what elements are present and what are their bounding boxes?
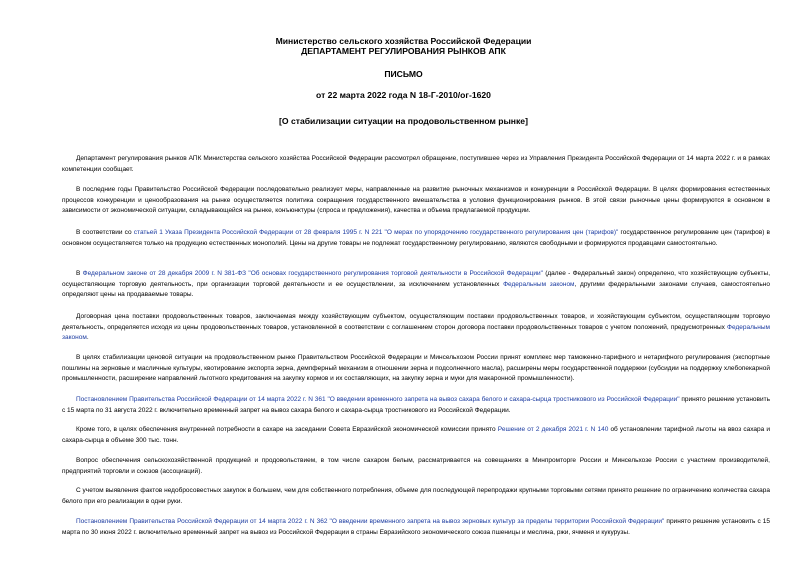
paragraph-4-text-a: В (76, 270, 83, 277)
resolution-362-link[interactable]: Постановлением Правительства Российской Федерации от 14 марта 2022 г. N 362 "О введении временного запрета на вывоз зерновых культур за пределы территории Российской Федерации" (76, 518, 665, 525)
paragraph-11-text-b: принято решение установить с 15 марта по 30 июня 2022 г. включительно временный запрет на вывоз из Российской Федерации в страны Евразийского экономического союза пшеницы и меслина, ржи, ячменя и кукурузы. (62, 518, 770, 536)
document-subject: [О стабилизации ситуации на продовольственном рынке] (279, 116, 528, 126)
paragraph-6: В целях стабилизации ценовой ситуации на продовольственном рынке Правительством Российской Федерации и Минсельхозом России принят комплекс мер таможенно-тарифного и нетарифного регулирования (экспортные пошлины на зерновые и масличные культуры, квотирование экспорта зерна, демпферный механизм в отношении зерна и подсолнечного масла), расширены меры государственной поддержки (субсидии на поддержку хлебопекарной промышленности, расширение направлений льготного кредитования на закупку кормов и их составляющих, на закупку зерна и муки для макаронной промышленности). (62, 354, 770, 383)
paragraph-9: Вопрос обеспечения сельскохозяйственной продукцией и продовольствием, в том числе сахаром белым, рассматривается на совещаниях в Минпромторге России и Минсельхозе России с участием производителей, предприятий торговли и союзов (ассоциаций). (62, 457, 770, 475)
paragraph-8 (62, 425, 770, 446)
paragraph-2: В последние годы Правительство Российской Федерации последовательно реализует меры, направленные на развитие рыночных механизмов и конкуренции в Российской Федерации. В целях формирования естественных процессов конкуренции и ценообразования на рынке осуществляется политика сокращения государственного вмешательства в условия функционирования рынков. В этой связи рыночные цены формируются в основном в зависимости от экономической ситуации, складывающейся на рынке, конъюнктуры (спроса и предложения), качества и объема предлагаемой продукции. (62, 186, 770, 215)
paragraph-3-text-b: государственное регулирование цен (тарифов) в основном осуществляется только на продукцию естественных монополий. Цены на другие товары не подлежат государственному регулированию, являются свободными и формируются продавцами самостоятельно. (62, 229, 770, 247)
paragraph-10: С учетом выявления фактов недобросовестных закупок в большем, чем для собственного потребления, объеме для последующей перепродажи крупными торговыми сетями принято решение по ограничению количества сахара белого при его реализации в одни руки. (62, 487, 770, 505)
org-name: Министерство сельского хозяйства Российской Федерации (275, 36, 532, 46)
department-name: ДЕПАРТАМЕНТ РЕГУЛИРОВАНИЯ РЫНКОВ АПК (301, 46, 506, 56)
document-date-number: от 22 марта 2022 года N 18-Г-2010/ог-1620 (316, 90, 491, 100)
paragraph-4-text-b: (далее - Федеральный закон) определено, что хозяйствующие субъекты, осуществляющие торговую деятельность, при организации торговой деятельности и ее осуществлении, за исключением установленных (62, 270, 771, 288)
paragraph-8-text-a: Кроме того, в целях обеспечения внутренней потребности в сахаре на заседании Совета Евразийской экономической комиссии принято (76, 426, 498, 433)
paragraph-3-text-a: В соответствии со (76, 229, 134, 236)
paragraph-5 (62, 312, 770, 344)
paragraph-3 (62, 228, 770, 249)
document-type: ПИСЬМО (384, 69, 423, 79)
federal-law-link[interactable]: Федеральным законом (503, 280, 575, 288)
federal-law-381-link[interactable]: Федеральном законе от 28 декабря 2009 г. N 381-ФЗ "Об основах государственного регулирования торговой деятельности в Российской Федерации" (82, 270, 543, 277)
federal-law-link-2[interactable]: Федеральным законом (62, 323, 770, 342)
paragraph-7 (62, 395, 770, 416)
paragraph-5-text-b: . (86, 334, 89, 342)
paragraph-1: Департамент регулирования рынков АПК Министерства сельского хозяйства Российской Федерации рассмотрел обращение, поступившее через из Управления Президента Российской Федерации от 14 марта 2022 г. и в рамках компетенции сообщает. (62, 155, 770, 173)
paragraph-7-text-b: принято решение установить с 15 марта по 31 августа 2022 г. включительно временный запрет на вывоз сахара белого и сахара-сырца тростникового из Российской Федерации. (62, 396, 770, 414)
decree-221-link[interactable]: статьей 1 Указа Президента Российской Федерации от 28 февраля 1995 г. N 221 "О мерах по упорядочению государственного регулирования цен (тарифов)" (133, 229, 619, 236)
paragraph-8-text-b: об установлении тарифной льготы на ввоз сахара и сахара-сырца в объеме 300 тыс. тонн. (62, 426, 770, 444)
resolution-361-link[interactable]: Постановлением Правительства Российской Федерации от 14 марта 2022 г. N 361 "О введении временного запрета на вывоз сахара белого и сахара-сырца тростникового из Российской Федерации" (76, 396, 680, 403)
paragraph-4 (62, 269, 770, 301)
decision-140-link[interactable]: Решение от 2 декабря 2021 г. N 140 (497, 426, 609, 433)
paragraph-4-text-c: , другими федеральными законами случаев, самостоятельно определяют цены на продаваемые товары. (62, 280, 770, 299)
paragraph-5-text-a: Договорная цена поставки продовольственных товаров, заключаемая между хозяйствующим субъектом, осуществляющим поставки продовольственных товаров, и хозяйствующим субъектом, осуществляющим торговую деятельность, определяется исходя из цены продовольственных товаров, установленной в соответствии с соглашением сторон договора поставки продовольственных товаров с учетом положений, предусмотренных (62, 313, 770, 331)
paragraph-11 (62, 517, 770, 538)
